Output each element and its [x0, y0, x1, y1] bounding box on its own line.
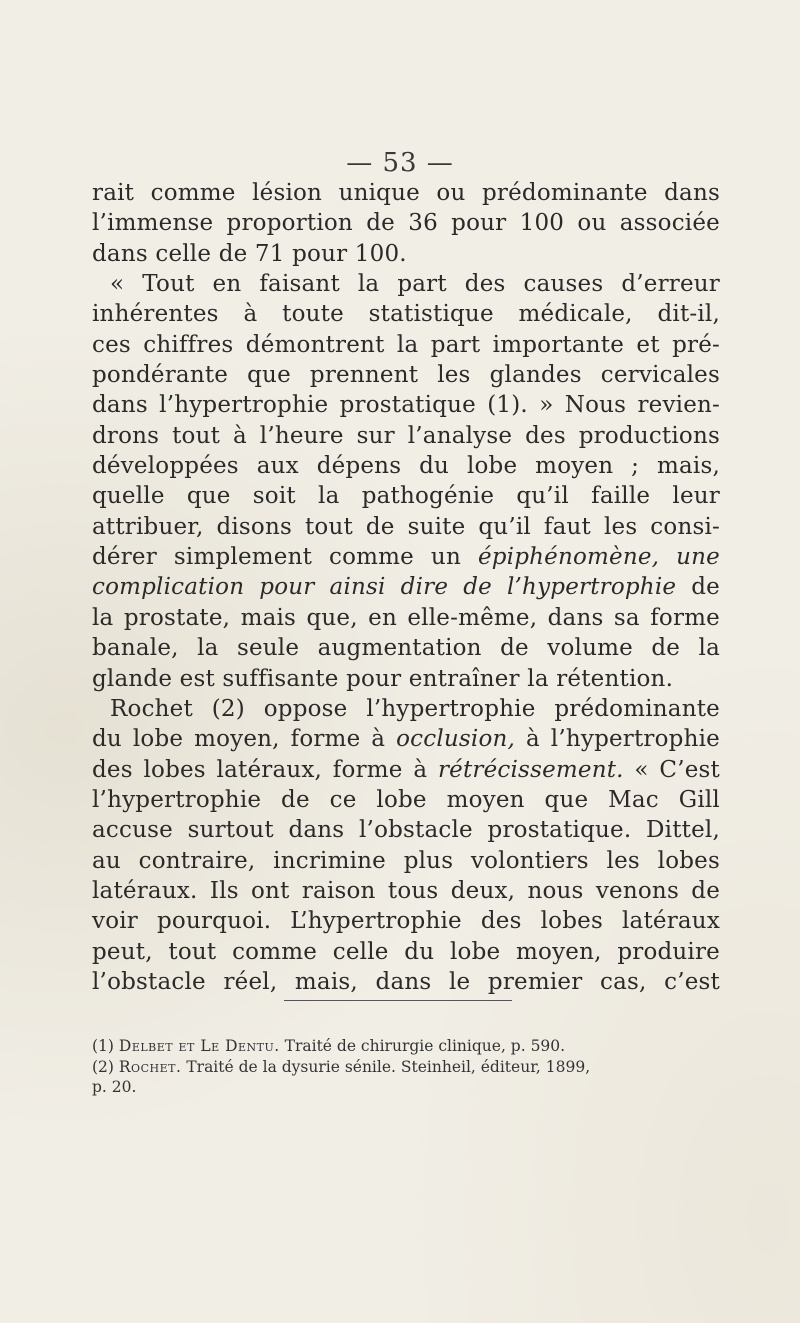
- text-segment: l’immense proportion de 36 pour 100 ou associée: [92, 210, 720, 237]
- text-segment: « Tout en faisant la part des causes d’erreur: [110, 271, 720, 298]
- text-segment: de: [676, 574, 720, 601]
- text-line: [92, 603, 720, 633]
- text-segment: banale, la seule augmentation de volume de la: [92, 635, 720, 662]
- text-segment: dans l’hypertrophie prostatique (1). » Nous revien-: [92, 392, 720, 419]
- text-segment: des lobes latéraux, forme à: [92, 756, 438, 783]
- text-line: [92, 269, 720, 299]
- text-line: [92, 633, 720, 663]
- text-segment: latéraux. Ils ont raison tous deux, nous venons de: [92, 877, 720, 904]
- text-segment: Rochet (2) oppose l’hypertrophie prédominante: [110, 695, 720, 722]
- text-line: [92, 481, 720, 511]
- text-line: [92, 178, 720, 208]
- footnote-mark: (2): [92, 1057, 119, 1076]
- body-text: [92, 178, 720, 997]
- text-line: [92, 724, 720, 754]
- text-segment: « C’est: [623, 756, 720, 783]
- text-line: [92, 330, 720, 360]
- text-line: [92, 664, 720, 694]
- text-segment: l’obstacle réel, mais, dans le premier cas, c’est: [92, 968, 720, 995]
- text-line: [92, 512, 720, 542]
- text-line: [92, 390, 720, 420]
- text-line: [92, 755, 720, 785]
- text-segment: dérer simplement comme un: [92, 544, 478, 571]
- footnote-authors: Rochet.: [118, 1057, 182, 1076]
- footnotes: [92, 1036, 720, 1098]
- footnote-mark: (1): [92, 1037, 119, 1055]
- text-line: [92, 239, 720, 269]
- text-line: [92, 785, 720, 815]
- text-line: [92, 360, 720, 390]
- text-line: [92, 846, 720, 876]
- text-line: [92, 572, 720, 602]
- text-line: [92, 451, 720, 481]
- italic-text: occlusion,: [396, 726, 516, 753]
- text-line: [92, 299, 720, 329]
- footnote-text: p. 20.: [92, 1078, 137, 1096]
- footnote: [92, 1036, 720, 1057]
- text-line: [92, 937, 720, 967]
- text-segment: glande est suffisante pour entraîner la rétention.: [92, 665, 674, 692]
- footnote-authors: Delbet et Le Dentu.: [118, 1037, 280, 1055]
- text-segment: au contraire, incrimine plus volontiers les lobes: [92, 847, 720, 874]
- text-segment: attribuer, disons tout de suite qu’il faut les consi-: [92, 513, 720, 540]
- text-segment: quelle que soit la pathogénie qu’il faille leur: [92, 483, 720, 510]
- text-segment: voir pourquoi. L’hypertrophie des lobes latéraux: [92, 908, 720, 935]
- text-line: [92, 208, 720, 238]
- text-segment: accuse surtout dans l’obstacle prostatique. Dittel,: [92, 817, 720, 844]
- text-line: [92, 542, 720, 572]
- text-line: [92, 815, 720, 845]
- footnote: [92, 1057, 720, 1078]
- italic-text: épiphénomène, une: [477, 544, 720, 571]
- italic-text: rétrécissement.: [437, 756, 624, 783]
- text-segment: peut, tout comme celle du lobe moyen, produire: [92, 938, 720, 965]
- page-number: — 53 —: [346, 148, 454, 178]
- text-segment: rait comme lésion unique ou prédominante dans: [92, 180, 720, 206]
- text-line: [92, 421, 720, 451]
- text-segment: ces chiffres démontrent la part importante et pré-: [92, 331, 720, 358]
- text-segment: pondérante que prennent les glandes cervicales: [92, 362, 720, 389]
- text-segment: du lobe moyen, forme à: [92, 726, 397, 753]
- italic-text: complication pour ainsi dire de l’hypertrophie: [92, 574, 677, 601]
- text-segment: dans celle de 71 pour 100.: [92, 240, 407, 267]
- footnote-separator: [284, 1000, 512, 1001]
- text-segment: l’hypertrophie de ce lobe moyen que Mac Gill: [92, 786, 720, 813]
- text-segment: développées aux dépens du lobe moyen ; mais,: [92, 453, 720, 480]
- footnote-text: Traité de la dysurie sénile. Steinheil, éditeur, 1899,: [181, 1057, 591, 1076]
- text-line: [92, 967, 720, 997]
- text-segment: inhérentes à toute statistique médicale, dit-il,: [92, 301, 720, 328]
- text-line: [92, 906, 720, 936]
- footnote-text: Traité de chirurgie clinique, p. 590.: [279, 1037, 566, 1055]
- text-segment: à l’hypertrophie: [515, 726, 720, 753]
- text-line: [92, 876, 720, 906]
- footnote: [92, 1077, 720, 1098]
- text-segment: drons tout à l’heure sur l’analyse des productions: [92, 422, 720, 449]
- text-segment: la prostate, mais que, en elle-même, dans sa forme: [92, 604, 720, 631]
- text-line: [92, 694, 720, 724]
